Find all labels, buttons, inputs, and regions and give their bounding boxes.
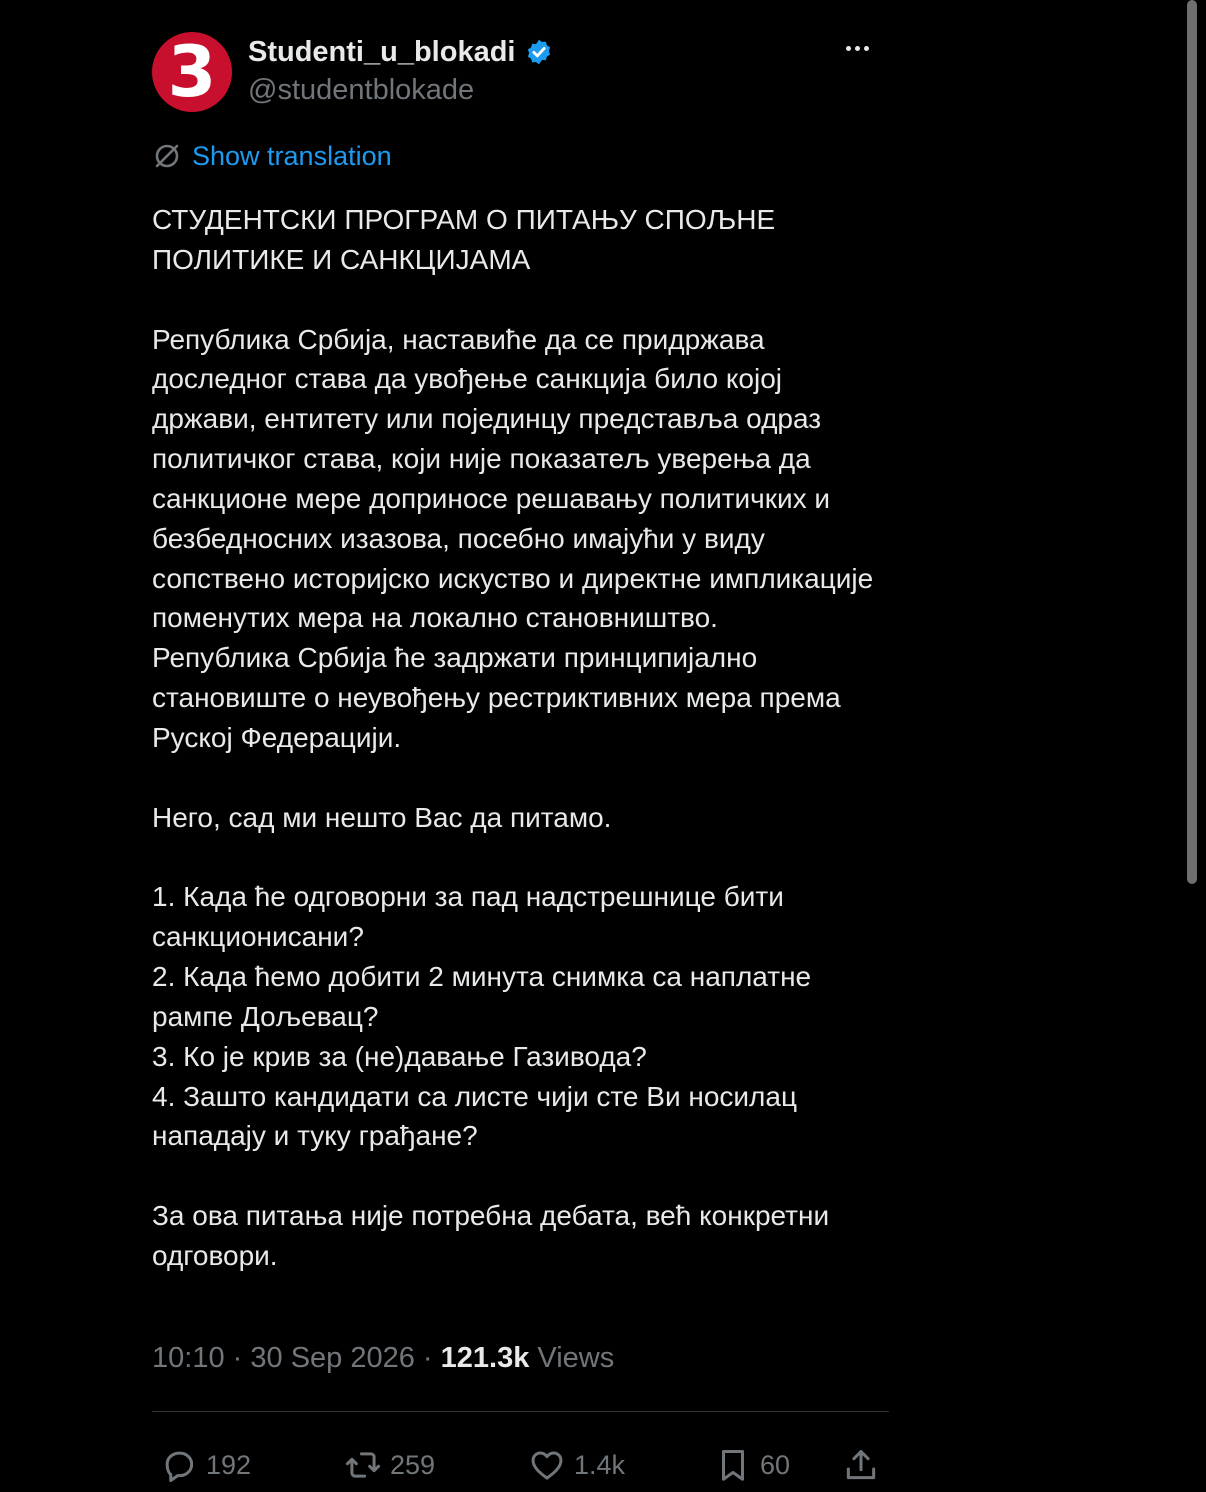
verified-badge-icon bbox=[525, 38, 553, 66]
repost-count: 259 bbox=[390, 1449, 436, 1480]
reply-count: 192 bbox=[206, 1449, 252, 1480]
meta-separator: · bbox=[422, 1342, 433, 1374]
bookmark-button[interactable] bbox=[714, 1440, 790, 1490]
meta-separator: · bbox=[232, 1342, 243, 1374]
author-name-row bbox=[248, 34, 553, 70]
translate-icon bbox=[152, 141, 182, 171]
more-options-button[interactable] bbox=[836, 30, 878, 66]
tweet-time[interactable]: 10:10 bbox=[152, 1342, 225, 1374]
repost-icon bbox=[344, 1446, 382, 1484]
author-handle[interactable]: @studentblokade bbox=[248, 74, 475, 106]
action-bar bbox=[152, 1440, 889, 1490]
tweet-text: СТУДЕНТСКИ ПРОГРАМ О ПИТАЊУ СПОЉНЕ ПОЛИТИКЕ И САНКЦИЈАМА Република Србија, наставиће да се придржава доследног става да увођење санкција било којој држави, ентитету или појединцу представља одраз политичког става, који није показатељ уверења да санкционе мере доприносе решавању политичких и безбедносних изазова, посебно имајући у виду сопствено историјско искуство и директне импликације поменутих мера на локално становништво. Република Србија ће задржати принципијално становиште о неувођењу рестриктивних мера према Руској Федерацији. Него, сад ми нешто Вас да питамо. 1. Када ће одговорни за пад надстрешнице бити санкционисани? 2. Када ћемо добити 2 минута снимка са наплатне рампе Дољевац? 3. Ко је крив за (не)давање Газивода? 4. Зашто кандидати са листе чији сте Ви носилац нападају и туку грађане? За ова питања није потребна дебата, већ конкретни одговори. bbox=[152, 204, 874, 1271]
tweet-meta bbox=[152, 1338, 614, 1378]
like-button[interactable] bbox=[528, 1440, 625, 1490]
bookmark-icon bbox=[714, 1446, 752, 1484]
more-dot-icon bbox=[855, 46, 860, 51]
reply-button[interactable] bbox=[160, 1440, 251, 1490]
display-name[interactable]: Studenti_u_blokadi bbox=[248, 35, 516, 68]
heart-icon bbox=[528, 1446, 566, 1484]
divider bbox=[152, 1411, 889, 1412]
show-translation-label[interactable]: Show translation bbox=[192, 140, 392, 171]
avatar[interactable]: 3 bbox=[152, 32, 232, 112]
more-dot-icon bbox=[846, 46, 851, 51]
views-label: Views bbox=[537, 1342, 615, 1374]
bookmark-count: 60 bbox=[760, 1449, 791, 1480]
show-translation-link[interactable] bbox=[152, 138, 392, 174]
share-icon bbox=[842, 1446, 880, 1484]
repost-button[interactable] bbox=[344, 1440, 435, 1490]
more-dot-icon bbox=[864, 46, 869, 51]
share-button[interactable] bbox=[842, 1440, 880, 1490]
views-count[interactable]: 121.3k bbox=[440, 1342, 530, 1374]
like-count: 1.4k bbox=[574, 1449, 626, 1480]
reply-icon bbox=[160, 1446, 198, 1484]
page-scrollbar[interactable] bbox=[1187, 0, 1197, 884]
tweet-date[interactable]: 30 Sep 2026 bbox=[250, 1342, 415, 1374]
